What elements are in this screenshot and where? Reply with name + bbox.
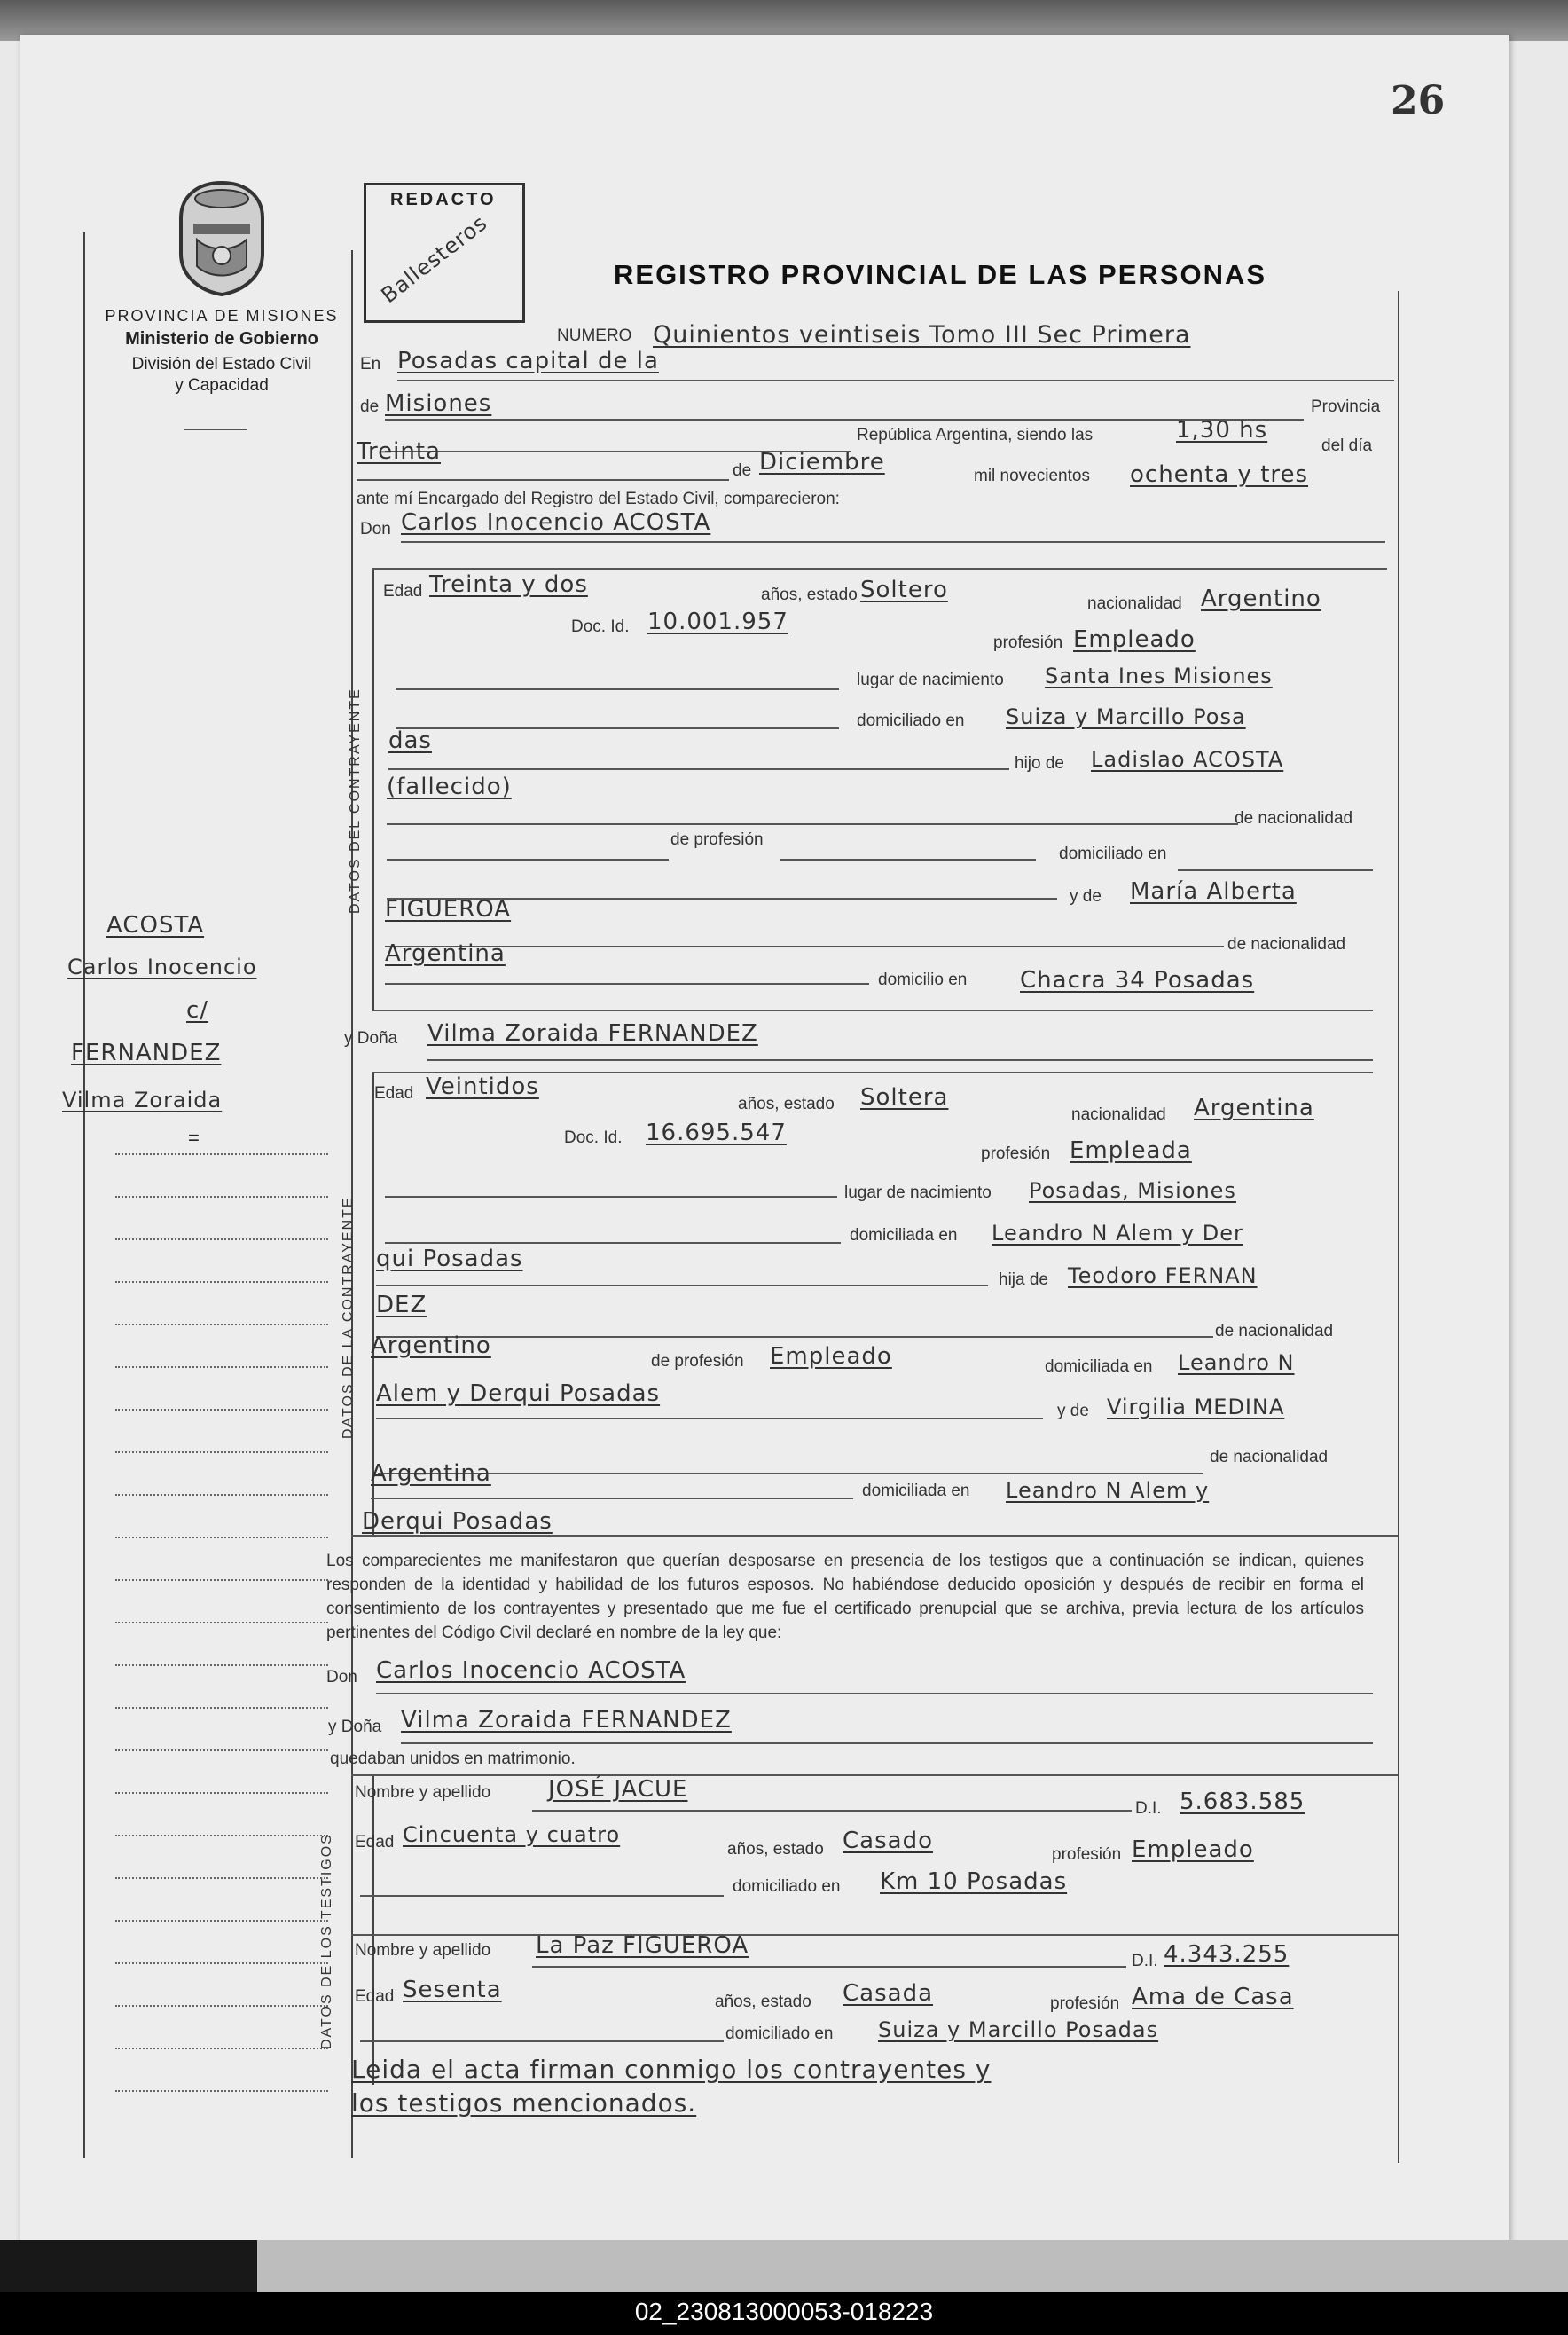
line [401, 1742, 1373, 1744]
y-dona-label-2: y Doña [328, 1718, 382, 1736]
contrayente2-madre-dom: Leandro N Alem y [1006, 1478, 1210, 1503]
header-divider [184, 429, 247, 430]
section-label-testigos: DATOS DE LOS TESTIGOS [319, 1833, 334, 2049]
header-ministry: Ministerio de Gobierno [125, 329, 318, 349]
margin-dotted-line [115, 1962, 328, 1964]
doc-label: Doc. Id. [571, 617, 630, 636]
line [385, 419, 1304, 421]
margin-dotted-line [115, 1196, 328, 1198]
margin-nombre-1: Carlos Inocencio [67, 955, 257, 979]
provincial-coat-of-arms-icon [170, 177, 273, 298]
margin-dotted-line [115, 1835, 328, 1836]
contrayente2-domicilio: Leandro N Alem y Der [992, 1221, 1243, 1246]
testigo1-estado: Casado [843, 1828, 933, 1854]
margin-dotted-line [115, 1494, 328, 1496]
edad-label-2: Edad [374, 1084, 414, 1103]
margin-apellido-1: ACOSTA [106, 912, 205, 939]
contrayente-edad: Treinta y dos [429, 571, 588, 598]
margin-dotted-line [115, 1451, 328, 1453]
padre2-prof-label: de profesión [651, 1352, 744, 1371]
line [372, 1010, 1373, 1011]
margin-dotted-line [115, 1622, 328, 1623]
ante-label: ante mí Encargado del Registro del Estado Civil, comparecieron: [357, 490, 840, 508]
record-numero: Quinientos veintiseis Tomo III Sec Primera [653, 321, 1191, 349]
margin-dotted-line [115, 1749, 328, 1751]
edad-label: Edad [383, 582, 423, 601]
record-don: Carlos Inocencio ACOSTA [401, 509, 711, 536]
contrayente-padre-estado: (fallecido) [387, 774, 512, 800]
margin-dotted-line [115, 1238, 328, 1240]
declaration-dona: Vilma Zoraida FERNANDEZ [401, 1707, 732, 1734]
mil-label: mil novecientos [974, 467, 1090, 485]
header-capacity: y Capacidad [175, 376, 269, 395]
line [360, 1895, 724, 1897]
margin-dotted-line [115, 1707, 328, 1709]
main-right-line [1398, 291, 1399, 2163]
header-division: División del Estado Civil [131, 355, 312, 373]
closing-line-2: los testigos mencionados. [351, 2088, 697, 2118]
header-province: PROVINCIA DE MISIONES [105, 307, 339, 325]
testigo2-nombre-label: Nombre y apellido [355, 1941, 491, 1960]
declaration-don: Carlos Inocencio ACOSTA [376, 1657, 686, 1684]
profesion-label: profesión [993, 633, 1063, 652]
contrayente2-lugar-nac: Posadas, Misiones [1029, 1178, 1236, 1203]
contrayente-doc: 10.001.957 [647, 609, 788, 635]
testigo2-estado-label: años, estado [715, 1993, 811, 2011]
month-de-label: de [733, 461, 752, 480]
padre-prof-label: de profesión [670, 830, 764, 849]
contrayente-nacionalidad: Argentino [1201, 586, 1321, 612]
testigo1-domicilio: Km 10 Posadas [880, 1868, 1068, 1895]
margin-nombre-2: Vilma Zoraida [62, 1088, 223, 1112]
don-label: Don [360, 520, 391, 539]
line [378, 1473, 1203, 1474]
margin-dotted-line [115, 2005, 328, 2007]
contrayente2-padre-prof: Empleado [770, 1343, 892, 1370]
page-title: REGISTRO PROVINCIAL DE LAS PERSONAS [614, 259, 1267, 290]
line [532, 1810, 1132, 1812]
profesion-label-2: profesión [981, 1144, 1051, 1163]
line [397, 380, 1394, 381]
nacionalidad-label-2: nacionalidad [1071, 1105, 1166, 1124]
line [385, 946, 1224, 947]
estado-label-2: años, estado [738, 1095, 835, 1113]
quedaban-label: quedaban unidos en matrimonio. [330, 1749, 576, 1768]
provincia-label: Provincia [1311, 397, 1381, 416]
testigo2-domicilio: Suiza y Marcillo Posadas [878, 2017, 1159, 2042]
testigo1-di: 5.683.585 [1180, 1789, 1305, 1815]
contrayente-madre-dom: Chacra 34 Posadas [1020, 967, 1255, 994]
madre2-nac-label: de nacionalidad [1210, 1448, 1329, 1466]
record-lugar: Posadas capital de la [397, 348, 659, 374]
madre-dom-label: domicilio en [878, 971, 968, 989]
testigo1-edad-label: Edad [355, 1833, 395, 1851]
margin-dotted-line [115, 1792, 328, 1794]
testigo2-edad: Sesenta [403, 1977, 502, 2003]
section1-left-line [372, 568, 374, 1010]
contrayente2-padre-cont: DEZ [376, 1292, 427, 1318]
contrayente2-nacionalidad: Argentina [1194, 1095, 1314, 1121]
record-provincia: Misiones [385, 390, 492, 417]
line [388, 768, 1009, 770]
line [385, 983, 869, 985]
contrayente-domicilio: Suiza y Marcillo Posa [1006, 704, 1246, 729]
republica-label: República Argentina, siendo las [857, 426, 1094, 444]
contrayente2-madre-dom-cont: Derqui Posadas [362, 1508, 553, 1535]
testigo2-edad-label: Edad [355, 1987, 395, 2006]
line [351, 1934, 1398, 1936]
contrayente-lugar-nac: Santa Ines Misiones [1045, 664, 1273, 688]
record-hora: 1,30 hs [1176, 417, 1268, 444]
margin-dotted-line [115, 1153, 328, 1155]
padre-dom-label: domiciliado en [1059, 845, 1167, 863]
del-dia-label: del día [1321, 436, 1373, 455]
contrayente2-madre-nac: Argentina [371, 1460, 491, 1487]
madre-nac-label: de nacionalidad [1227, 935, 1346, 954]
testigo1-nombre: JOSÉ JACUE [548, 1776, 688, 1803]
testigo1-profesion-label: profesión [1052, 1845, 1122, 1864]
y-de-label-2: y de [1057, 1402, 1089, 1420]
y-dona-label: y Doña [344, 1029, 398, 1048]
margin-dotted-line [115, 1579, 328, 1581]
en-label: En [360, 355, 381, 373]
line [371, 1498, 853, 1499]
line [376, 1693, 1373, 1694]
left-margin-line [83, 232, 85, 2158]
margin-dotted-line [115, 1664, 328, 1666]
contrayente2-padre-dom-cont: Alem y Derqui Posadas [376, 1380, 661, 1407]
record-dia: Treinta [357, 438, 442, 465]
line [376, 1418, 1043, 1419]
testigo2-estado: Casada [843, 1980, 934, 2007]
margin-dotted-line [115, 1877, 328, 1879]
hija-de-label: hija de [999, 1270, 1048, 1289]
margin-dotted-line [115, 1537, 328, 1538]
contrayente2-domicilio-cont: qui Posadas [376, 1246, 523, 1272]
line [360, 2040, 724, 2042]
numero-label: NUMERO [557, 326, 632, 345]
line [427, 1059, 1373, 1061]
testigo1-edad: Cincuenta y cuatro [403, 1822, 621, 1847]
lugar-nac-label-2: lugar de nacimiento [844, 1183, 992, 1202]
closing-line-1: Leida el acta firman conmigo los contrayentes y [351, 2055, 992, 2084]
section-label-contrayente-2: DATOS DE LA CONTRAYENTE [341, 1196, 356, 1439]
contrayente2-estado: Soltera [860, 1084, 949, 1111]
contrayente-domicilio-cont: das [388, 727, 432, 754]
stamp-signature: Ballesteros [376, 209, 492, 309]
contrayente2-padre: Teodoro FERNAN [1068, 1263, 1258, 1288]
padre2-dom-label: domiciliada en [1045, 1357, 1153, 1376]
line [1178, 869, 1373, 871]
line [357, 479, 729, 481]
line [351, 1774, 1398, 1776]
doc-label-2: Doc. Id. [564, 1128, 623, 1147]
contrayente2-profesion: Empleada [1070, 1137, 1192, 1164]
testigo2-di: 4.343.255 [1164, 1941, 1290, 1968]
testigo1-di-label: D.I. [1135, 1799, 1162, 1818]
line [376, 1336, 1213, 1338]
page-shadow-dark [0, 2240, 257, 2293]
margin-dotted-line [115, 1920, 328, 1922]
margin-c: c/ [186, 997, 209, 1024]
don-label-2: Don [326, 1668, 357, 1686]
estado-label: años, estado [761, 586, 858, 604]
margin-eq: = [188, 1127, 200, 1149]
line [780, 859, 1036, 861]
testigo1-estado-label: años, estado [727, 1840, 824, 1859]
margin-dotted-line [115, 1324, 328, 1325]
section-label-contrayente: DATOS DEL CONTRAYENTE [348, 688, 363, 914]
margin-dotted-line [115, 1409, 328, 1411]
testigo2-profesion-label: profesión [1050, 1994, 1120, 2013]
line [387, 823, 1238, 825]
margin-dotted-line [115, 2090, 328, 2092]
margin-apellido-2: FERNANDEZ [71, 1040, 222, 1066]
contrayente-madre: María Alberta [1130, 878, 1297, 905]
record-anio: ochenta y tres [1130, 461, 1309, 488]
line [396, 688, 839, 690]
contrayente2-madre: Virgilia MEDINA [1107, 1395, 1285, 1419]
contrayente-padre: Ladislao ACOSTA [1091, 747, 1284, 772]
testigo2-dom-label: domiciliado en [725, 2024, 834, 2043]
testigo1-profesion: Empleado [1132, 1836, 1254, 1863]
line [532, 1966, 1126, 1968]
contrayente2-padre-nac: Argentino [371, 1333, 491, 1359]
testigo2-profesion: Ama de Casa [1132, 1984, 1294, 2010]
line [351, 1535, 1398, 1537]
y-de-label: y de [1070, 887, 1102, 906]
line [401, 541, 1385, 543]
line [385, 1196, 837, 1198]
nacionalidad-label: nacionalidad [1087, 594, 1182, 613]
line [396, 727, 839, 729]
line [372, 568, 1387, 570]
contrayente2-doc: 16.695.547 [646, 1120, 787, 1146]
testigo2-nombre: La Paz FIGUEROA [536, 1932, 749, 1959]
contrayente-madre-nac: Argentina [385, 940, 506, 967]
record-mes: Diciembre [759, 449, 885, 476]
de-label: de [360, 397, 380, 416]
contrayente2-edad: Veintidos [426, 1073, 539, 1100]
testigo2-di-label: D.I. [1132, 1952, 1158, 1970]
contrayente2-nombre: Vilma Zoraida FERNANDEZ [427, 1020, 758, 1047]
line [385, 1242, 841, 1244]
testigo1-dom-label: domiciliado en [733, 1877, 841, 1896]
section3-left-line [372, 1774, 374, 2085]
line [376, 1285, 988, 1286]
hijo-de-label: hijo de [1015, 754, 1064, 773]
padre-nac-label: de nacionalidad [1235, 809, 1353, 828]
contrayente-madre-apellido: FIGUEROA [385, 896, 512, 923]
lugar-nac-label: lugar de nacimiento [857, 671, 1004, 689]
legal-paragraph: Los comparecientes me manifestaron que querían desposarse en presencia de los testigos que a continuación se indican, quienes responden de la identidad y habilidad de los futuros esposos. No habiéndose deducido oposición y después de recibir en forma el consentimiento de los contrayentes y presentado que me fue el certificado prenupcial que se archiva, previa lectura de los artículos pertinentes del Código Civil declaré en nombre de la ley que: [326, 1552, 1364, 1642]
contrayente-estado: Soltero [860, 577, 948, 603]
contrayente2-padre-dom: Leandro N [1178, 1350, 1295, 1375]
padre2-nac-label: de nacionalidad [1215, 1322, 1334, 1340]
margin-dotted-line [115, 2048, 328, 2049]
domiciliada-label: domiciliada en [850, 1226, 958, 1245]
contrayente-profesion: Empleado [1073, 626, 1196, 653]
madre2-dom-label: domiciliada en [862, 1482, 970, 1500]
margin-dotted-line [115, 1281, 328, 1283]
page-number: 26 [1391, 78, 1446, 123]
stamp-label: REDACTO [390, 190, 497, 209]
testigo1-nombre-label: Nombre y apellido [355, 1783, 491, 1802]
margin-dotted-line [115, 1366, 328, 1368]
line [387, 859, 669, 861]
footer-image-id: 02_230813000053-018223 [634, 2298, 934, 2325]
domiciliado-label: domiciliado en [857, 712, 965, 730]
